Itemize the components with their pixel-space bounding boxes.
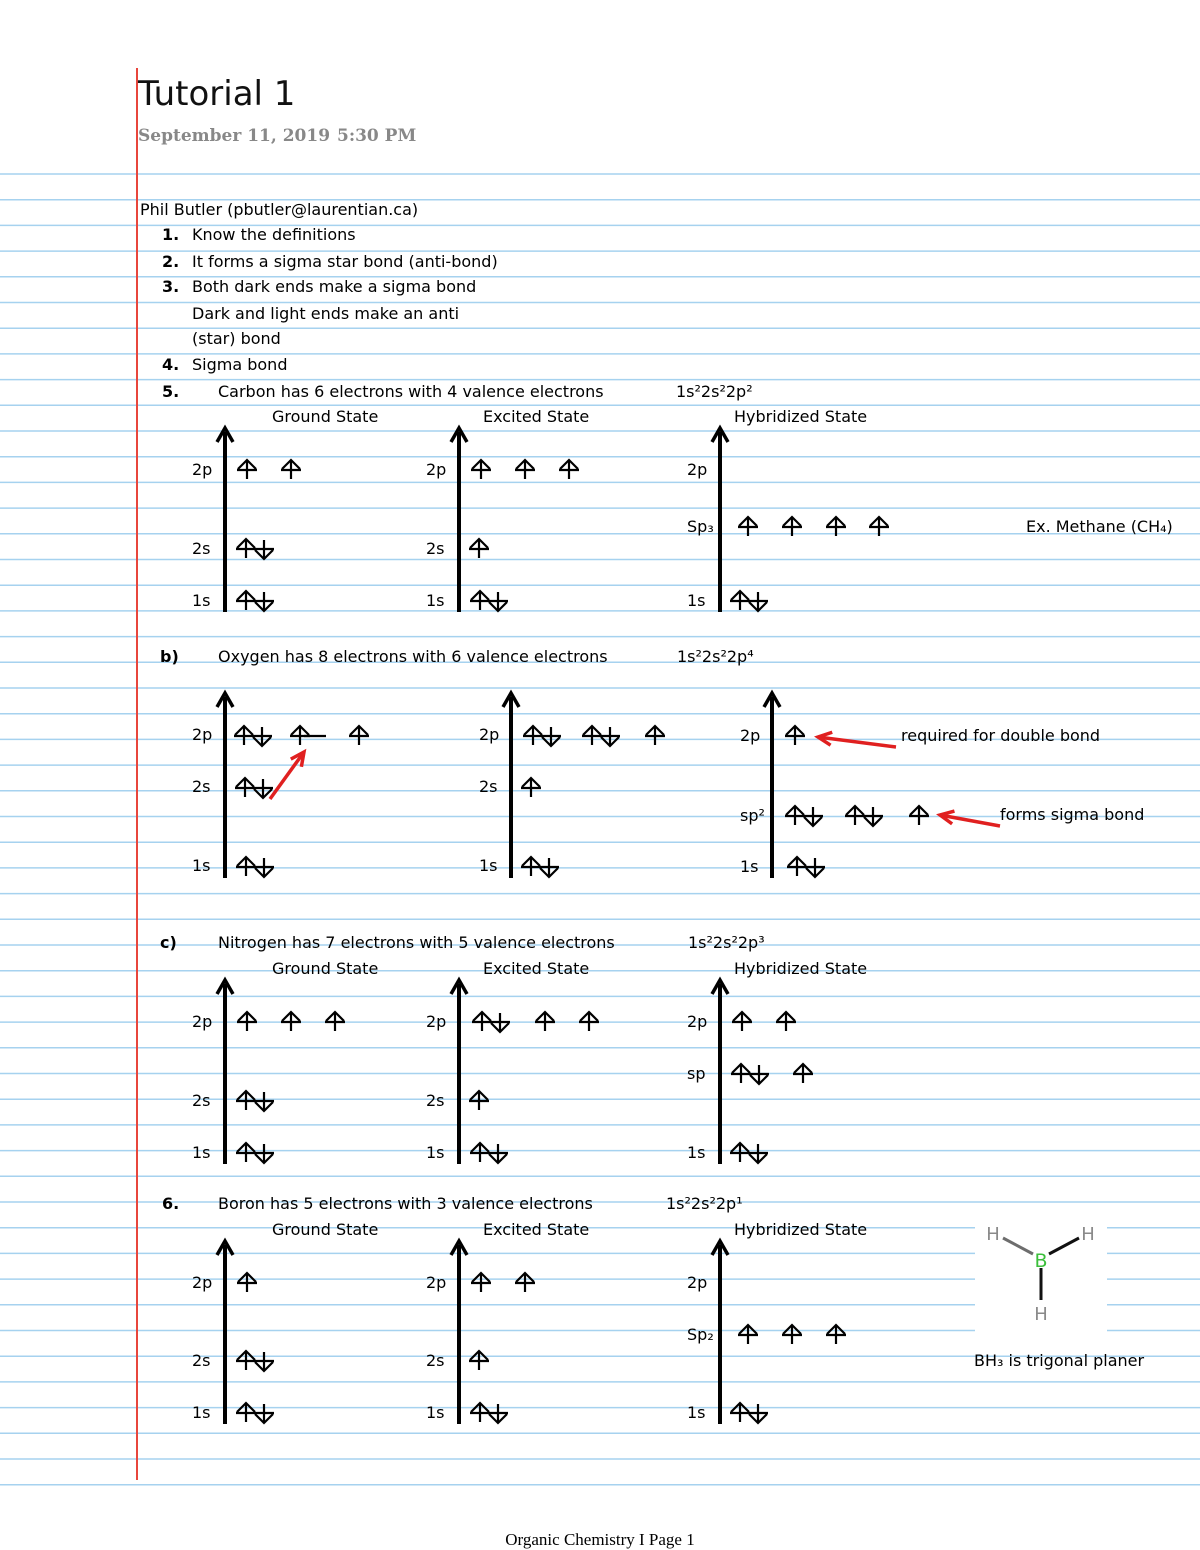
boron-ground-2s-label: 2s	[192, 1351, 211, 1370]
oxygen-description: Oxygen has 8 electrons with 6 valence electrons	[218, 647, 608, 666]
nitrogen-hybrid-sp-label: sp	[687, 1064, 706, 1083]
nitrogen-ground-1s-label: 1s	[192, 1143, 211, 1162]
nitrogen-hybrid-2p-label: 2p	[687, 1012, 708, 1031]
answer-number-3: 3.	[162, 277, 180, 296]
carbon-hybrid-2p-label: 2p	[687, 460, 708, 479]
oxygen-excited-2p-label: 2p	[479, 725, 500, 744]
answer-1-text: Know the definitions	[192, 225, 356, 244]
oxygen-ground-2s-label: 2s	[192, 777, 211, 796]
page-footer: Organic Chemistry I Page 1	[505, 1530, 695, 1549]
boron-excited-2s-label: 2s	[426, 1351, 445, 1370]
carbon-ground-2p-label: 2p	[192, 460, 213, 479]
oxygen-note-double-bond: required for double bond	[901, 726, 1101, 745]
boron-config: 1s²2s²2p¹	[666, 1194, 743, 1213]
nitrogen-ground-header: Ground State	[272, 959, 379, 978]
boron-ground-2p-label: 2p	[192, 1273, 213, 1292]
carbon-config: 1s²2s²2p²	[676, 382, 753, 401]
nitrogen-excited-2p-label: 2p	[426, 1012, 447, 1031]
nitrogen-excited-2s-label: 2s	[426, 1091, 445, 1110]
boron-hybrid-sp2-label: Sp₂	[687, 1325, 714, 1344]
oxygen-ground-2p-label: 2p	[192, 725, 213, 744]
carbon-description: Carbon has 6 electrons with 4 valence electrons	[218, 382, 604, 401]
answer-3-line-1: Both dark ends make a sigma bond	[192, 277, 477, 296]
answer-number-2: 2.	[162, 252, 180, 271]
carbon-excited-1s-label: 1s	[426, 591, 445, 610]
oxygen-hybrid-2p-label: 2p	[740, 726, 761, 745]
answer-3-line-2: Dark and light ends make an anti	[192, 304, 460, 323]
oxygen-number: b)	[160, 647, 179, 666]
boron-note: BH₃ is trigonal planer	[974, 1351, 1145, 1370]
boron-hybrid-header: Hybridized State	[734, 1220, 868, 1239]
nitrogen-excited-header: Excited State	[483, 959, 590, 978]
answer-2-text: It forms a sigma star bond (anti-bond)	[192, 252, 498, 271]
carbon-excited-header: Excited State	[483, 407, 590, 426]
nitrogen-hybrid-header: Hybridized State	[734, 959, 868, 978]
nitrogen-excited-1s-label: 1s	[426, 1143, 445, 1162]
boron-ground-header: Ground State	[272, 1220, 379, 1239]
page-title: Tutorial 1	[138, 74, 296, 114]
carbon-excited-2p-label: 2p	[426, 460, 447, 479]
oxygen-excited-1s-label: 1s	[479, 856, 498, 875]
boron-excited-2p-label: 2p	[426, 1273, 447, 1292]
carbon-ground-header: Ground State	[272, 407, 379, 426]
carbon-hybrid-1s-label: 1s	[687, 591, 706, 610]
bh3-h1: H	[986, 1224, 1000, 1245]
carbon-number: 5.	[162, 382, 180, 401]
oxygen-ground-1s-label: 1s	[192, 856, 211, 875]
carbon-ground-1s-label: 1s	[192, 591, 211, 610]
oxygen-hybrid-1s-label: 1s	[740, 857, 759, 876]
carbon-hybrid-header: Hybridized State	[734, 407, 868, 426]
page-time: 5:30 PM	[337, 126, 417, 146]
bh3-h3: H	[1034, 1304, 1048, 1325]
oxygen-excited-2s-label: 2s	[479, 777, 498, 796]
nitrogen-ground-2p-label: 2p	[192, 1012, 213, 1031]
answer-4-text: Sigma bond	[192, 355, 288, 374]
carbon-ground-2s-label: 2s	[192, 539, 211, 558]
boron-number: 6.	[162, 1194, 180, 1213]
answer-3-line-3: (star) bond	[192, 329, 281, 348]
nitrogen-number: c)	[160, 933, 177, 952]
nitrogen-ground-2s-label: 2s	[192, 1091, 211, 1110]
boron-ground-1s-label: 1s	[192, 1403, 211, 1422]
answer-number-4: 4.	[162, 355, 180, 374]
oxygen-config: 1s²2s²2p⁴	[677, 647, 754, 666]
boron-hybrid-1s-label: 1s	[687, 1403, 706, 1422]
answer-number-1: 1.	[162, 225, 180, 244]
oxygen-hybrid-sp2-label: sp²	[740, 806, 765, 825]
bh3-h2: H	[1081, 1224, 1095, 1245]
oxygen-note-sigma-bond: forms sigma bond	[1000, 805, 1145, 824]
nitrogen-description: Nitrogen has 7 electrons with 5 valence electrons	[218, 933, 615, 952]
nitrogen-hybrid-1s-label: 1s	[687, 1143, 706, 1162]
boron-description: Boron has 5 electrons with 3 valence electrons	[218, 1194, 593, 1213]
page-date: September 11, 2019	[138, 126, 331, 146]
author-line: Phil Butler (pbutler@laurentian.ca)	[140, 200, 419, 219]
boron-excited-1s-label: 1s	[426, 1403, 445, 1422]
boron-hybrid-2p-label: 2p	[687, 1273, 708, 1292]
carbon-hybrid-sp3-label: Sp₃	[687, 517, 714, 536]
carbon-excited-2s-label: 2s	[426, 539, 445, 558]
carbon-note: Ex. Methane (CH₄)	[1026, 517, 1173, 536]
bh3-structure	[975, 1212, 1107, 1338]
nitrogen-config: 1s²2s²2p³	[688, 933, 765, 952]
boron-excited-header: Excited State	[483, 1220, 590, 1239]
oxygen-promotion-arrow	[270, 752, 304, 799]
bh3-boron: B	[1034, 1250, 1048, 1272]
